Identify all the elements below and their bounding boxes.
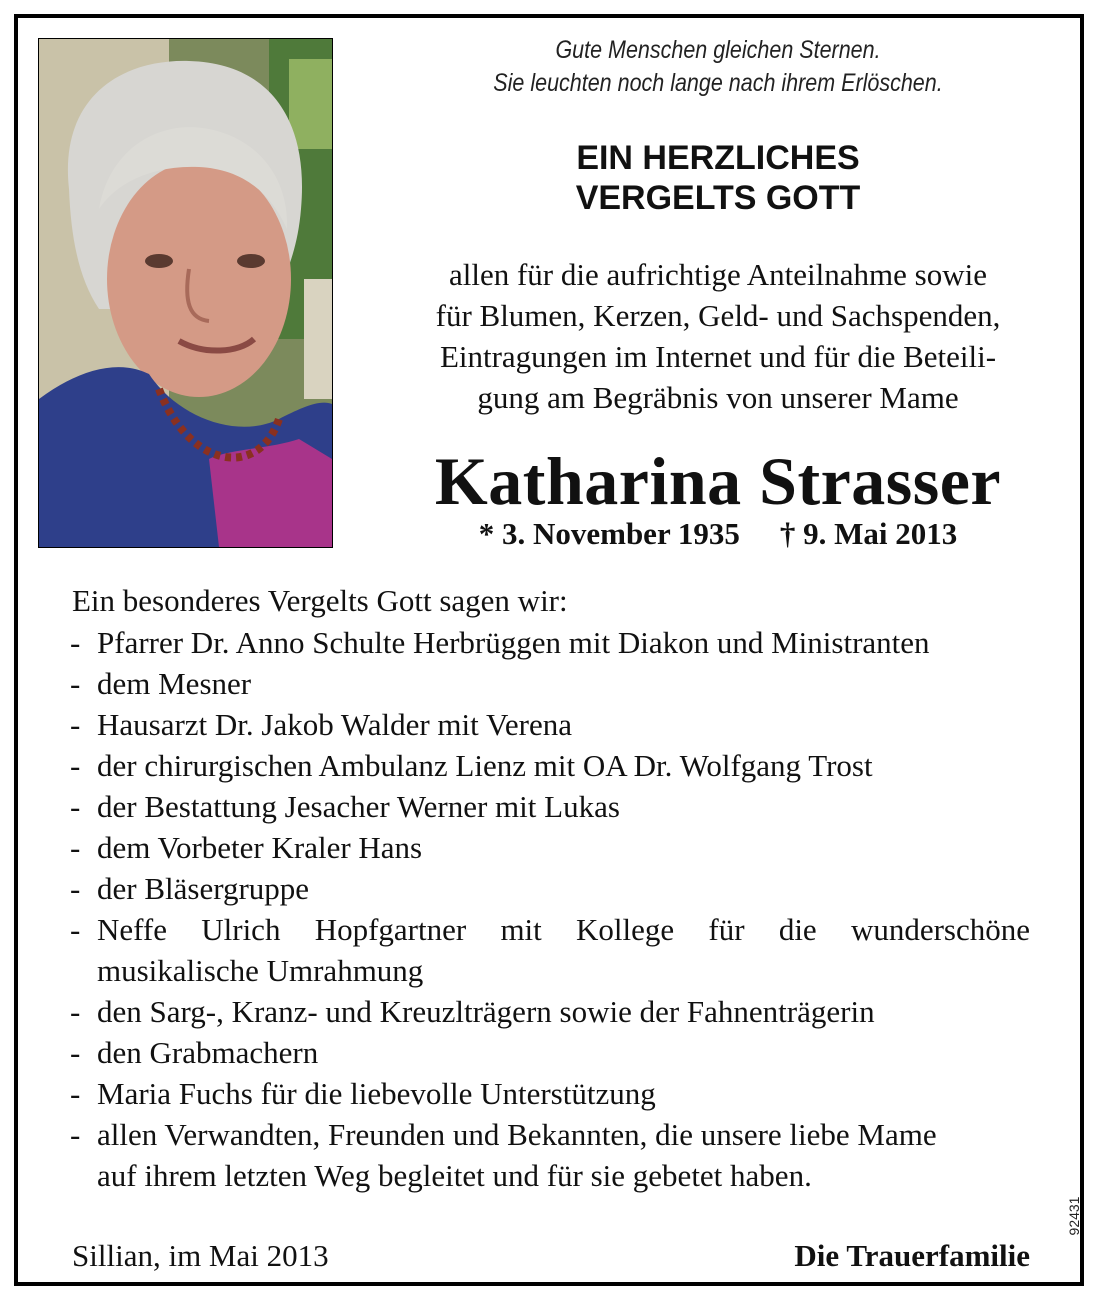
intro-line-2: für Blumen, Kerzen, Geld- und Sachspenden, <box>435 298 1001 333</box>
list-item-text: der Bläsergruppe <box>97 871 310 906</box>
list-item <box>70 704 1030 745</box>
quote-line-1: Gute Menschen gleichen Sternen. <box>555 36 881 64</box>
death-date: † 9. Mai 2013 <box>779 516 958 551</box>
thanks-title-line-1: EIN HERZLICHES <box>576 139 860 177</box>
list-dash: - <box>70 912 81 947</box>
list-dash: - <box>70 666 81 701</box>
intro-line-1: allen für die aufrichtige Anteilnahme sowie <box>448 257 987 292</box>
intro-text <box>348 254 1088 418</box>
thanks-title <box>378 138 1058 218</box>
list-item-text: den Sarg-, Kranz- und Kreuzlträgern sowie der Fahnenträgerin <box>97 994 875 1029</box>
ad-code <box>1064 1188 1084 1248</box>
list-item <box>70 991 1030 1032</box>
list-item-text: dem Vorbeter Kraler Hans <box>97 830 423 865</box>
list-item-text: dem Mesner <box>97 666 252 701</box>
portrait-illustration <box>39 39 332 547</box>
list-dash: - <box>70 871 81 906</box>
list-item <box>70 1032 1030 1073</box>
list-dash: - <box>70 748 81 783</box>
intro-line-4: gung am Begräbnis von unserer Mame <box>477 380 959 415</box>
list-item <box>70 909 1030 950</box>
list-item-text: den Grabmachern <box>97 1035 319 1070</box>
list-item <box>70 827 1030 868</box>
list-dash: - <box>70 830 81 865</box>
list-dash: - <box>70 1035 81 1070</box>
obituary-frame <box>14 14 1084 1286</box>
list-item <box>70 1073 1030 1114</box>
thanks-list <box>70 622 1030 1196</box>
quote-line-2: Sie leuchten noch lange nach ihrem Erlöschen. <box>493 69 943 97</box>
list-item-continuation: auf ihrem letzten Weg begleitet und für sie gebetet haben. <box>97 1158 812 1193</box>
list-dash: - <box>70 1117 81 1152</box>
list-item <box>70 868 1030 909</box>
list-item-text: Neffe Ulrich Hopfgartner mit Kollege für die wunderschöne <box>97 912 1030 947</box>
quote-block <box>426 34 1011 100</box>
list-item <box>70 622 1030 663</box>
list-dash: - <box>70 1076 81 1111</box>
list-item <box>70 745 1030 786</box>
signature: Die Trauerfamilie <box>794 1238 1030 1273</box>
list-item <box>70 1114 1030 1155</box>
special-thanks-heading: Ein besonderes Vergelts Gott sagen wir: <box>72 583 568 618</box>
list-item-text: der Bestattung Jesacher Werner mit Lukas <box>97 789 620 824</box>
life-dates <box>348 515 1088 553</box>
list-dash: - <box>70 789 81 824</box>
list-item-continuation: musikalische Umrahmung <box>97 953 424 988</box>
list-dash: - <box>70 994 81 1029</box>
list-item-text: der chirurgischen Ambulanz Lienz mit OA Dr. Wolfgang Trost <box>97 748 873 783</box>
list-item <box>70 786 1030 827</box>
place-and-date: Sillian, im Mai 2013 <box>72 1238 329 1273</box>
portrait-photo <box>38 38 333 548</box>
intro-line-3: Eintragungen im Internet und für die Beteili- <box>439 339 997 374</box>
list-dash: - <box>70 707 81 742</box>
birth-date: * 3. November 1935 <box>478 516 740 551</box>
list-item-text: Pfarrer Dr. Anno Schulte Herbrüggen mit Diakon und Ministranten <box>97 625 930 660</box>
list-dash: - <box>70 625 81 660</box>
list-item-text: allen Verwandten, Freunden und Bekannten, die unsere liebe Mame <box>97 1117 937 1152</box>
deceased-name: Katharina Strasser <box>434 443 1002 519</box>
thanks-title-line-2: VERGELTS GOTT <box>575 179 861 217</box>
list-item-text: Hausarzt Dr. Jakob Walder mit Verena <box>97 707 572 742</box>
ad-code-text: 92431 <box>1066 1196 1082 1236</box>
list-item-text: Maria Fuchs für die liebevolle Unterstützung <box>97 1076 656 1111</box>
list-item <box>70 663 1030 704</box>
